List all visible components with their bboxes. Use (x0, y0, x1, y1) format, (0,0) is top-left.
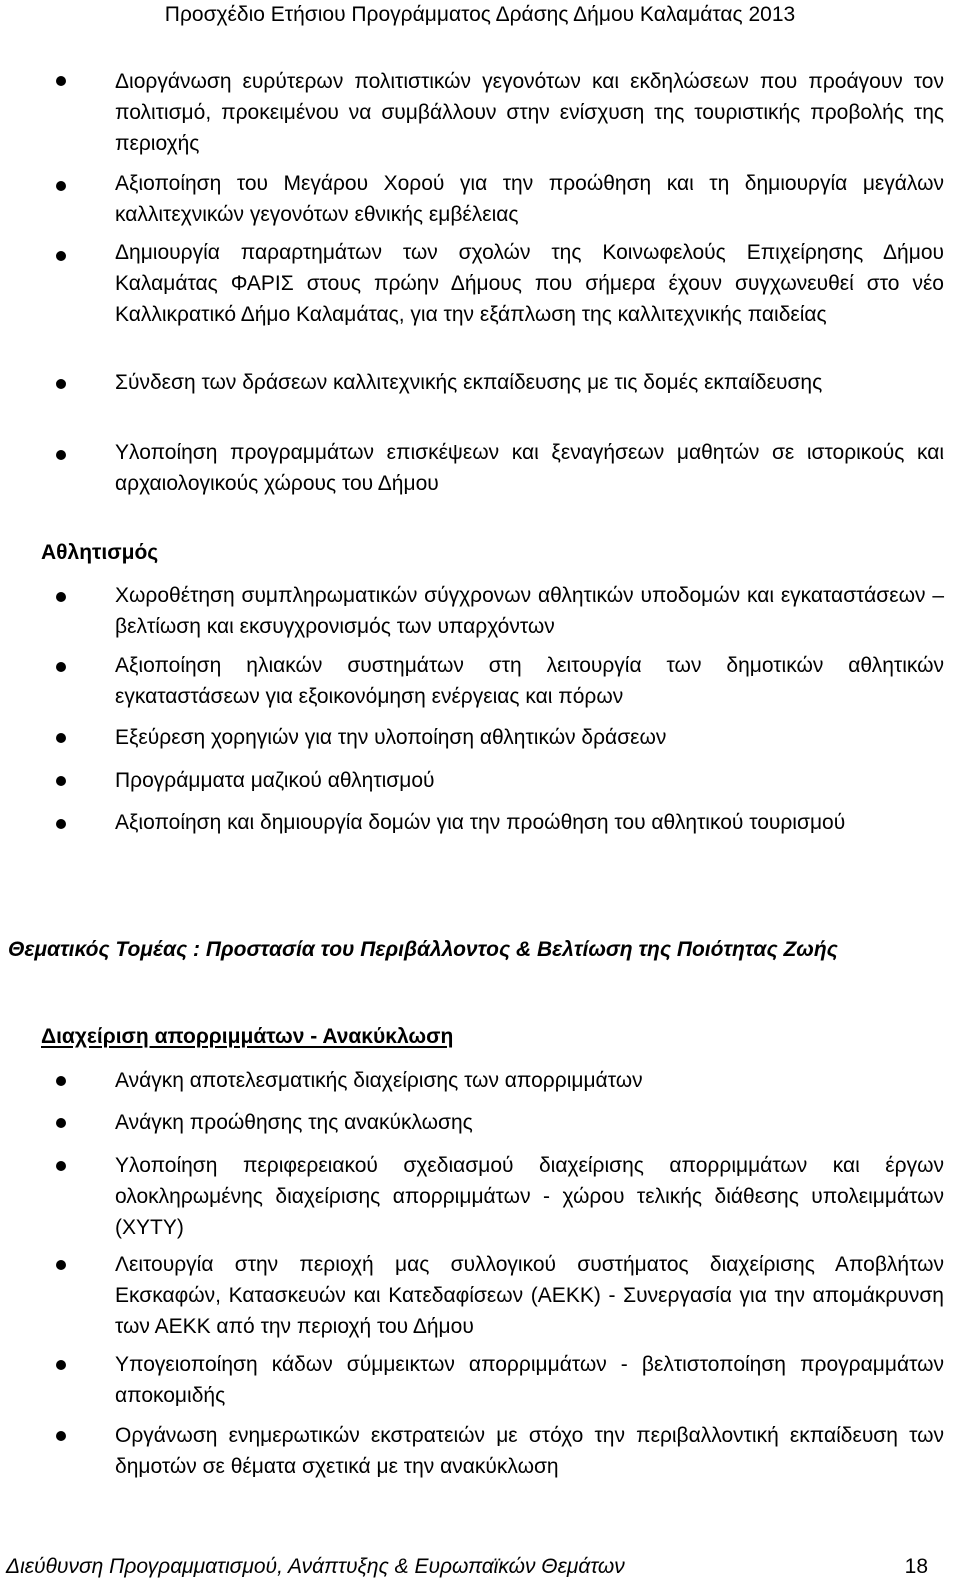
page-number: 18 (904, 1555, 928, 1578)
bullet-icon (56, 379, 66, 389)
list-item-text: Ανάγκη αποτελεσματικής διαχείρισης των απορριμμάτων (115, 1069, 643, 1092)
bullet-icon (56, 181, 66, 191)
bullet-icon (56, 76, 66, 86)
bullet-icon (56, 1260, 66, 1270)
list-item-text: Αξιοποίηση ηλιακών συστημάτων στη λειτουργία των δημοτικών αθλητικών εγκαταστάσεων για εξοικονόμηση ενέργειας και πόρων (115, 654, 944, 708)
bullet-icon (56, 1431, 66, 1441)
section-heading-sports: Αθλητισμός (41, 541, 159, 564)
list-item-text: Προγράμματα μαζικού αθλητισμού (115, 769, 435, 792)
bullet-icon (56, 662, 66, 672)
theme-heading: Θεματικός Τομέας : Προστασία του Περιβάλλοντος & Βελτίωση της Ποιότητας Ζωής (8, 938, 838, 961)
list-item-text: Ανάγκη προώθησης της ανακύκλωσης (115, 1111, 473, 1134)
bullet-icon (56, 819, 66, 829)
bullet-icon (56, 1118, 66, 1128)
list-item-text: Οργάνωση ενημερωτικών εκστρατειών με στόχο την περιβαλλοντική εκπαίδευση των δημοτών σε θέματα σχετικά με την ανακύκλωση (115, 1424, 944, 1478)
bullet-icon (56, 776, 66, 786)
footer-text: Διεύθυνση Προγραμματισμού, Ανάπτυξης & Ευρωπαϊκών Θεμάτων (6, 1555, 625, 1578)
bullet-icon (56, 733, 66, 743)
bullet-icon (56, 1076, 66, 1086)
list-item-text: Αξιοποίηση του Μεγάρου Χορού για την προώθηση και τη δημιουργία μεγάλων καλλιτεχνικών γεγονότων εθνικής εμβέλειας (115, 172, 944, 226)
list-item-text: Υλοποίηση προγραμμάτων επισκέψεων και ξεναγήσεων μαθητών σε ιστορικούς και αρχαιολογικούς χώρους του Δήμου (115, 441, 944, 495)
bullet-icon (56, 592, 66, 602)
list-item-text: Χωροθέτηση συμπληρωματικών σύγχρονων αθλητικών υποδομών και εγκαταστάσεων – βελτίωση και εκσυγχρονισμός των υπαρχόντων (115, 584, 944, 638)
list-item-text: Αξιοποίηση και δημιουργία δομών για την προώθηση του αθλητικού τουρισμού (115, 811, 846, 834)
list-item-text: Δημιουργία παραρτημάτων των σχολών της Κοινωφελούς Επιχείρησης Δήμου Καλαμάτας ΦΑΡΙΣ στους πρώην Δήμους που σήμερα έχουν συγχωνευθεί στο νέο Καλλικρατικό Δήμο Καλαμάτας, για την εξάπλωση της καλλιτεχνικής παιδείας (115, 241, 944, 326)
list-item-text: Λειτουργία στην περιοχή μας συλλογικού συστήματος διαχείρισης Αποβλήτων Εκσκαφών, Κατασκευών και Κατεδαφίσεων (ΑΕΚΚ) - Συνεργασία για την απομάκρυνση των ΑΕΚΚ από την περιοχή του Δήμου (115, 1253, 944, 1338)
bullet-icon (56, 251, 66, 261)
list-item-text: Εξεύρεση χορηγιών για την υλοποίηση αθλητικών δράσεων (115, 726, 667, 749)
bullet-icon (56, 1360, 66, 1370)
section-heading-waste: Διαχείριση απορριμμάτων - Ανακύκλωση (41, 1025, 454, 1048)
list-item-text: Σύνδεση των δράσεων καλλιτεχνικής εκπαίδευσης με τις δομές εκπαίδευσης (115, 371, 823, 394)
list-item-text: Υπογειοποίηση κάδων σύμμεικτων απορριμμάτων - βελτιστοποίηση προγραμμάτων αποκομιδής (115, 1353, 944, 1407)
list-item-text: Υλοποίηση περιφερειακού σχεδιασμού διαχείρισης απορριμμάτων και έργων ολοκληρωμένης διαχείρισης απορριμμάτων - χώρου τελικής διάθεσης υπολειμμάτων (ΧΥΤΥ) (115, 1154, 944, 1239)
page-header: Προσχέδιο Ετήσιου Προγράμματος Δράσης Δήμου Καλαμάτας 2013 (164, 3, 796, 26)
bullet-icon (56, 450, 66, 460)
list-item-text: Διοργάνωση ευρύτερων πολιτιστικών γεγονότων και εκδηλώσεων που προάγουν τον πολιτισμό, προκειμένου να συμβάλλουν στην ενίσχυση της τουριστικής προβολής της περιοχής (115, 70, 944, 155)
bullet-icon (56, 1161, 66, 1171)
